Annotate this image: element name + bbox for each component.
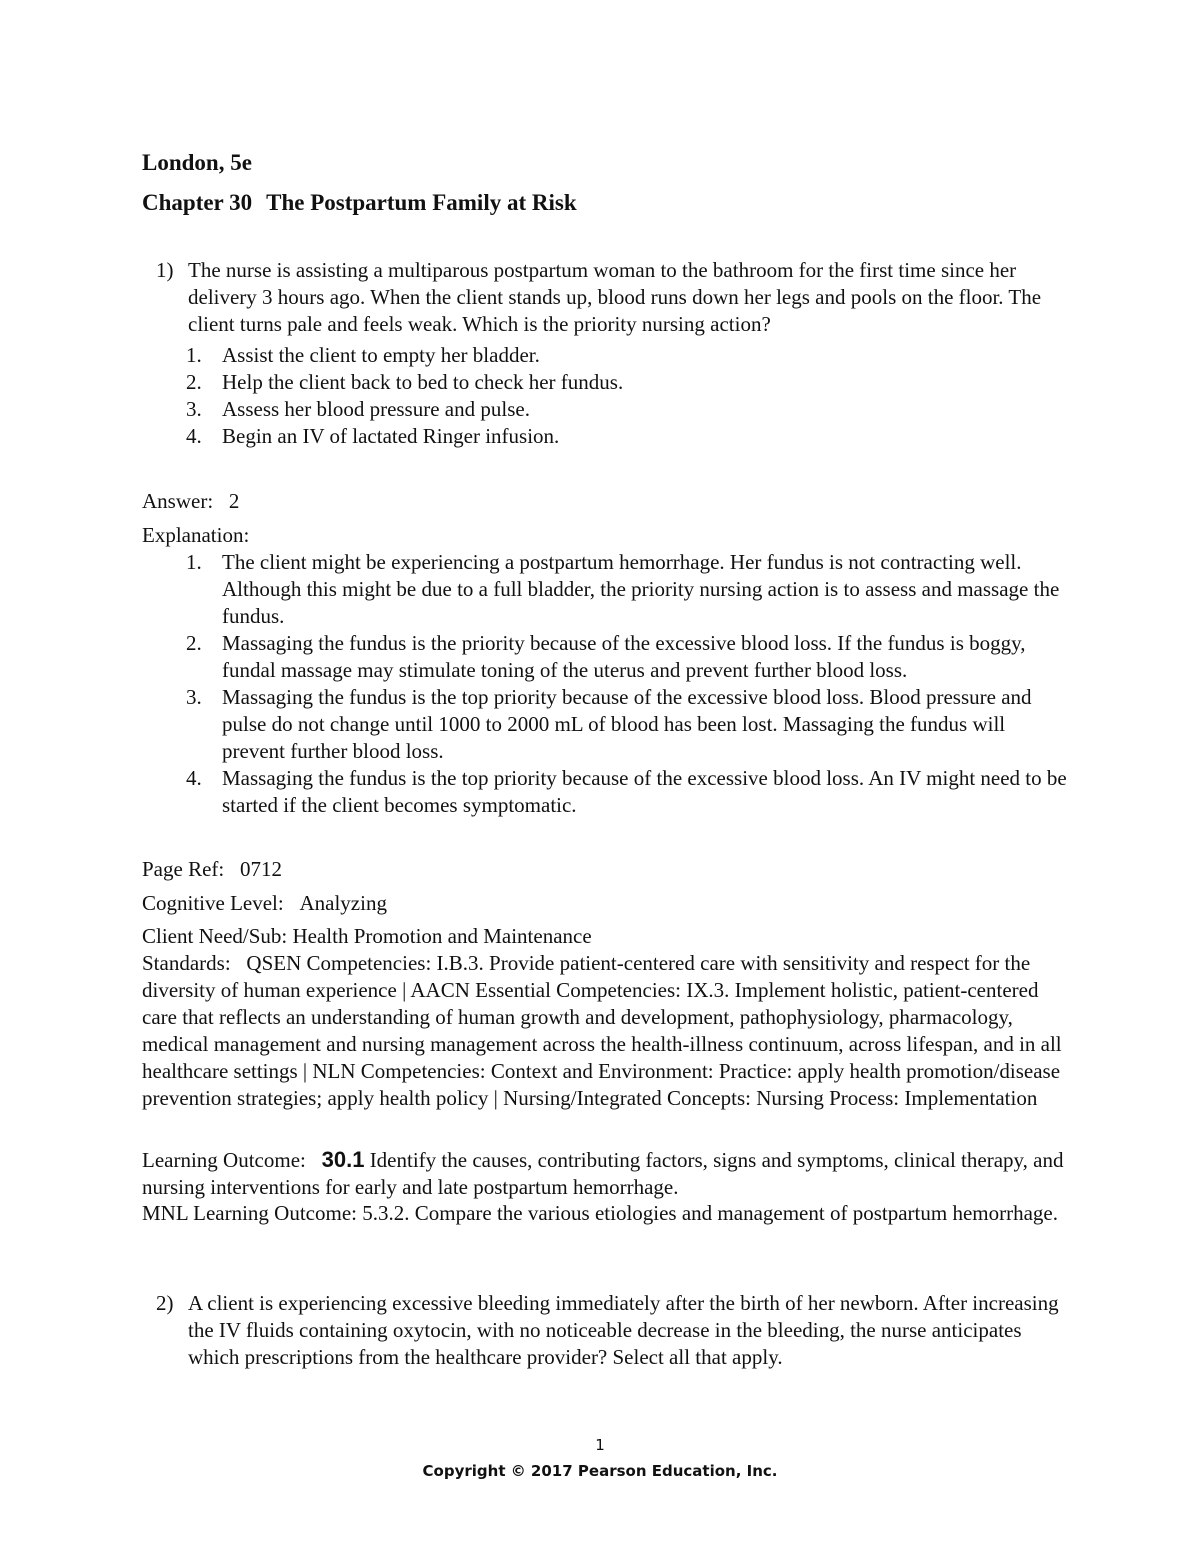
question-2	[142, 1290, 1062, 1371]
explanation-section	[142, 522, 1067, 819]
explanation-item: 2. Massaging the fundus is the priority because of the excessive blood loss. If the fundus is boggy, fundal massage may stimulate toning of the uterus and prevent further blood loss.	[186, 631, 1026, 682]
explanation-list	[142, 549, 1067, 819]
chapter-number: Chapter 30	[142, 190, 253, 215]
client-need-label: Client Need/Sub:	[142, 924, 288, 948]
mnl-label: MNL Learning Outcome:	[142, 1201, 357, 1225]
question-number: 2)	[156, 1291, 174, 1315]
explanation-label: Explanation:	[142, 523, 250, 547]
cognitive-label: Cognitive Level:	[142, 891, 284, 915]
client-need-value: Health Promotion and Maintenance	[292, 924, 592, 948]
copyright-footer: Copyright © 2017 Pearson Education, Inc.	[422, 1462, 778, 1480]
answer-label: Answer:	[142, 489, 214, 513]
option-item: 3. Assess her blood pressure and pulse.	[186, 397, 530, 421]
learning-outcome-paragraph	[142, 1146, 1067, 1201]
question-stem: The nurse is assisting a multiparous postpartum woman to the bathroom for the first time since her delivery 3 hours ago. When the client stands up, blood runs down her legs and pools on the floor. The client turns pale and feels weak. Which is the priority nursing action?	[188, 258, 1042, 336]
answer-value: 2	[228, 489, 240, 513]
cognitive-level-line	[142, 890, 1067, 917]
cognitive-value: Analyzing	[299, 891, 387, 915]
page-ref-value: 0712	[239, 857, 282, 881]
answer-line	[142, 488, 1067, 515]
explanation-item: 3. Massaging the fundus is the top priority because of the excessive blood loss. Blood pressure and pulse do not change until 1000 to 2000 mL of blood has been lost. Massaging the fundus will prevent further blood loss.	[186, 685, 1032, 763]
explanation-item: 1. The client might be experiencing a postpartum hemorrhage. Her fundus is not contracting well. Although this might be due to a full bladder, the priority nursing action is to assess and massage the fundus.	[186, 550, 1060, 628]
learning-outcome-text: Identify the causes, contributing factors, signs and symptoms, clinical therapy, and nursing interventions for early and late postpartum hemorrhage.	[142, 1148, 1064, 1199]
explanation-item: 4. Massaging the fundus is the top priority because of the excessive blood loss. An IV might need to be started if the client becomes symptomatic.	[186, 766, 1067, 817]
question-stem: A client is experiencing excessive bleeding immediately after the birth of her newborn. After increasing the IV fluids containing oxytocin, with no noticeable decrease in the bleeding, the nurse anticipates which prescriptions from the healthcare provider? Select all that apply.	[188, 1291, 1059, 1369]
page-number: 1	[595, 1436, 605, 1454]
book-title: London, 5e	[142, 150, 252, 175]
standards-paragraph	[142, 950, 1067, 1112]
answer-options	[142, 342, 1062, 450]
option-item: 4. Begin an IV of lactated Ringer infusion.	[186, 424, 560, 448]
page-ref-label: Page Ref:	[142, 857, 225, 881]
standards-text: QSEN Competencies: I.B.3. Provide patient-centered care with sensitivity and respect for the diversity of human experience | AACN Essential Competencies: IX.3. Implement holistic, patient-centered care that reflects an understanding of human growth and development, pathophysiology, pharmacology, medical management and nursing management across the health-illness continuum, across lifespan, and in all healthcare settings | NLN Competencies: Context and Environment: Practice: apply health promotion/disease prevention strategies; apply health policy | Nursing/Integrated Concepts: Nursing Process: Implementation	[142, 951, 1062, 1110]
option-item: 2. Help the client back to bed to check her fundus.	[186, 370, 624, 394]
chapter-title: The Postpartum Family at Risk	[266, 190, 577, 215]
standards-label: Standards:	[142, 951, 231, 975]
learning-outcome-number: 30.1	[321, 1147, 365, 1172]
page-ref-line	[142, 856, 1067, 883]
question-1	[142, 257, 1062, 450]
mnl-text: 5.3.2. Compare the various etiologies and management of postpartum hemorrhage.	[362, 1201, 1058, 1225]
learning-outcome-label: Learning Outcome:	[142, 1148, 306, 1172]
option-item: 1. Assist the client to empty her bladder.	[186, 343, 540, 367]
question-number: 1)	[156, 258, 174, 282]
chapter-heading	[142, 190, 577, 216]
client-need-line	[142, 923, 1067, 950]
mnl-outcome-paragraph	[142, 1200, 1067, 1227]
